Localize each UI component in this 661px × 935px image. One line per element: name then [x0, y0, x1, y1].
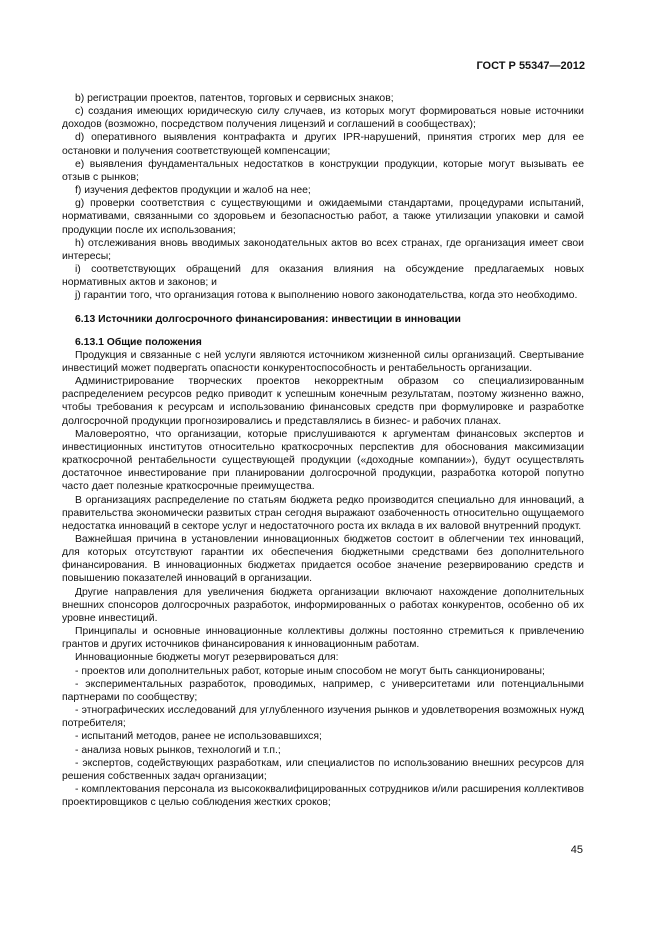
paragraph: Другие направления для увеличения бюджета организации включают нахождение дополнительных внешних спонсоров долгосрочных разработок, информированных о работах конкурентов, особенно об их уровне инвестиций.: [62, 586, 584, 624]
list-item: c) создания имеющих юридическую силу случаев, из которых могут формироваться новые источники доходов (возможно, посредством получения лицензий и соглашений в сообществах);: [62, 106, 584, 131]
paragraph: В организациях распределение по статьям бюджета редко производится специально для инноваций, а правительства экономически развитых стран сегодня выражают озабоченность относительно ощущаемого недостатка инноваций в секторе услуг и недостаточного роста их вклада в их валовой внутренний продукт.: [62, 494, 584, 532]
list-item: - экспериментальных разработок, проводимых, например, с университетами или потенциальными партнерами по сообществу;: [62, 678, 584, 703]
page-header: ГОСТ Р 55347—2012: [476, 60, 585, 72]
list-item: - проектов или дополнительных работ, которые иным способом не могут быть санкционированы;: [75, 665, 545, 677]
paragraph: Маловероятно, что организации, которые прислушиваются к аргументам финансовых экспертов и инвестиционных институтов относительно краткосрочных перспектив для обоснования максимизации краткосрочной рентабельности существующей продукции («доходные компании»), будут осуществлять достаточное инвестирование при планировании долгосрочной продукции, разработка которой попутно часто дает полезные краткосрочные преимущества.: [62, 428, 584, 493]
paragraph: Администрирование творческих проектов некорректным образом со специализированным распределением ресурсов редко приводит к успешным конечным результатам, поэтому жизненно важно, чтобы требования к ресурсам и использованию финансовых средств при формулировке и разработке долгосрочной продукции прогнозировались и представлялись в бизнес- и рабочих планах.: [62, 376, 584, 427]
document-body: [62, 92, 584, 809]
paragraph: Важнейшая причина в установлении инновационных бюджетов состоит в облегчении тех инноваций, для которых отсутствуют гарантии их обеспечения бюджетными средствами без дополнительного финансирования. В инновационных бюджетах придается особое значение резервированию средств и повышению показателей инноваций в организации.: [62, 534, 584, 585]
list-item: f) изучения дефектов продукции и жалоб на нее;: [75, 185, 311, 197]
list-item: - испытаний методов, ранее не использовавшихся;: [75, 731, 322, 743]
section-title: 6.13 Источники долгосрочного финансирования: инвестиции в инновации: [75, 313, 461, 325]
list-item: i) соответствующих обращений для оказания влияния на обсуждение предлагаемых новых нормативных актов и законов; и: [62, 264, 584, 289]
paragraph: Продукция и связанные с ней услуги являются источником жизненной силы организаций. Свертывание инвестиций может подвергать опасности конкурентоспособность и рентабельность организации.: [62, 349, 584, 374]
paragraph: Принципалы и основные инновационные коллективы должны постоянно стремиться к привлечению грантов и других источников финансирования к инновационным работам.: [62, 626, 584, 651]
list-item: j) гарантии того, что организация готова к выполнению нового законодательства, когда это необходимо.: [75, 290, 578, 302]
list-item: b) регистрации проектов, патентов, торговых и сервисных знаков;: [75, 93, 394, 104]
list-item: - этнографических исследований для углубленного изучения рынков и удовлетворения возможных нужд потребителя;: [62, 705, 584, 730]
list-item: - анализа новых рынков, технологий и т.п.;: [75, 744, 281, 756]
subsection-title: 6.13.1 Общие положения: [75, 336, 202, 348]
list-item: e) выявления фундаментальных недостатков в конструкции продукции, которые могут вызывать ее отзыв с рынков;: [62, 158, 584, 183]
list-item: d) оперативного выявления контрафакта и других IPR-нарушений, принятия строгих мер для ее остановки и получения соответствующей компенсации;: [62, 132, 584, 157]
page-number: 45: [570, 844, 583, 856]
list-item: h) отслеживания вновь вводимых законодательных актов во всех странах, где организация имеет свои интересы;: [62, 237, 584, 262]
paragraph: Инновационные бюджеты могут резервироваться для:: [75, 652, 339, 664]
list-item: - экспертов, содействующих разработкам, или специалистов по использованию внешних ресурсов для решения собственных задач организации;: [62, 757, 584, 782]
list-item: g) проверки соответствия с существующими и ожидаемыми стандартами, процедурами испытаний, нормативами, связанными со здоровьем и безопасностью работ, а также утилизации упаковки и самой продукции после их использования;: [62, 198, 584, 236]
list-item: - комплектования персонала из высококвалифицированных сотрудников и/или расширения коллективов проектировщиков с целью соблюдения жестких сроков;: [62, 783, 584, 809]
